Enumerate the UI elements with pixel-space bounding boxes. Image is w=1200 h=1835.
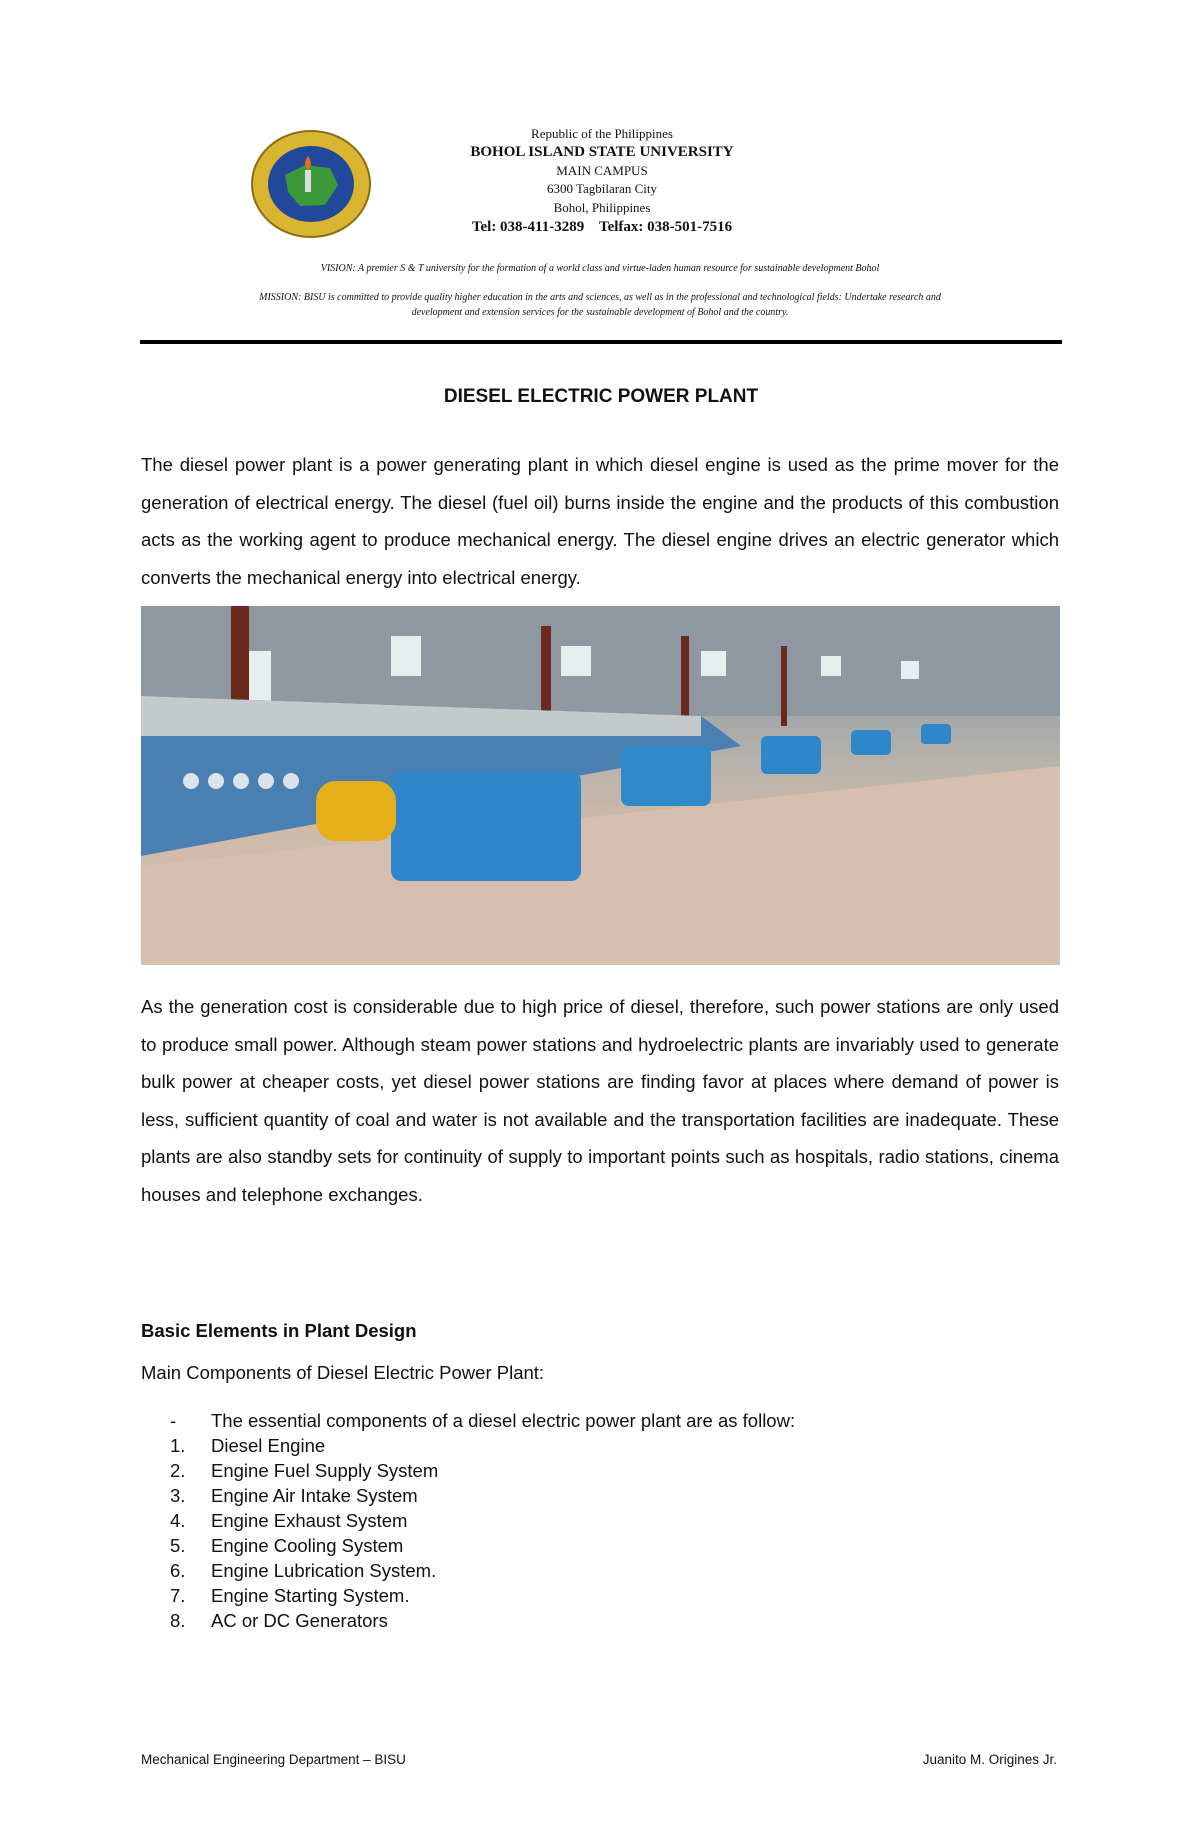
document-title: DIESEL ELECTRIC POWER PLANT <box>443 386 759 407</box>
list-item <box>141 1458 438 1483</box>
intro-paragraph: The diesel power plant is a power generating plant in which diesel engine is used as the prime mover for the generation of electrical energy. The diesel (fuel oil) burns inside the engine and the products of this combustion acts as the working agent to produce mechanical energy. The diesel engine drives an electric generator which converts the mechanical energy into electrical energy. <box>141 454 1059 588</box>
city-line: 6300 Tagbilaran City <box>546 181 658 196</box>
university-seal-logo <box>250 130 372 238</box>
list-item <box>141 1533 438 1558</box>
list-number: 8. <box>170 1610 186 1631</box>
list-item <box>141 1558 438 1583</box>
list-item <box>141 1483 438 1508</box>
components-list <box>141 1433 438 1633</box>
republic-line: Republic of the Philippines <box>531 126 673 141</box>
generation-cost-paragraph: As the generation cost is considerable due to high price of diesel, therefore, such power stations are only used to produce small power. Although steam power stations and hydroelectric plants are invariably used to generate bulk power at cheaper costs, yet diesel power stations are finding favor at places where demand of power is less, sufficient quantity of coal and water is not available and the transportation facilities are inadequate. These plants are also standby sets for continuity of supply to important points such as hospitals, radio stations, cinema houses and telephone exchanges. <box>141 996 1059 1205</box>
intro-bullet <box>141 1408 795 1433</box>
list-text: Diesel Engine <box>211 1435 326 1456</box>
footer-department: Mechanical Engineering Department – BISU <box>141 1752 406 1767</box>
province-line: Bohol, Philippines <box>553 200 651 215</box>
footer-author: Juanito M. Origines Jr. <box>922 1752 1057 1767</box>
university-name: BOHOL ISLAND STATE UNIVERSITY <box>470 144 734 160</box>
list-number: 6. <box>170 1560 186 1581</box>
list-item <box>141 1583 438 1608</box>
list-item <box>141 1433 438 1458</box>
list-number: 4. <box>170 1510 186 1531</box>
diesel-power-plant-photo <box>141 606 1060 965</box>
vision-statement: VISION: A premier S & T university for the formation of a world class and virtue-laden human resource for sustainable development Bohol <box>320 263 880 274</box>
list-item <box>141 1608 438 1633</box>
components-subheading: Main Components of Diesel Electric Power Plant: <box>141 1362 545 1383</box>
list-text: Engine Fuel Supply System <box>211 1460 439 1481</box>
list-text: Engine Exhaust System <box>211 1510 408 1531</box>
list-item <box>141 1508 438 1533</box>
header-divider <box>140 340 1062 344</box>
list-number: 1. <box>170 1435 186 1456</box>
list-text: AC or DC Generators <box>211 1610 388 1631</box>
list-number: 3. <box>170 1485 186 1506</box>
mission-statement: MISSION: BISU is committed to provide quality higher education in the arts and sciences, as well as in the professional and technological fields: Undertake research and development and extension services for the sustainable development of Bohol and the country. <box>259 292 941 318</box>
bullet-marker: - <box>170 1410 177 1431</box>
list-text: Engine Air Intake System <box>211 1485 418 1506</box>
list-text: Engine Lubrication System. <box>211 1560 437 1581</box>
bullet-text: The essential components of a diesel electric power plant are as follow: <box>211 1410 796 1431</box>
section-heading: Basic Elements in Plant Design <box>141 1320 417 1341</box>
list-text: Engine Cooling System <box>211 1535 404 1556</box>
list-number: 7. <box>170 1585 186 1606</box>
list-number: 5. <box>170 1535 186 1556</box>
list-text: Engine Starting System. <box>211 1585 410 1606</box>
contact-line: Tel: 038-411-3289 Telfax: 038-501-7516 <box>471 219 733 235</box>
campus-line: MAIN CAMPUS <box>556 163 648 178</box>
list-number: 2. <box>170 1460 186 1481</box>
